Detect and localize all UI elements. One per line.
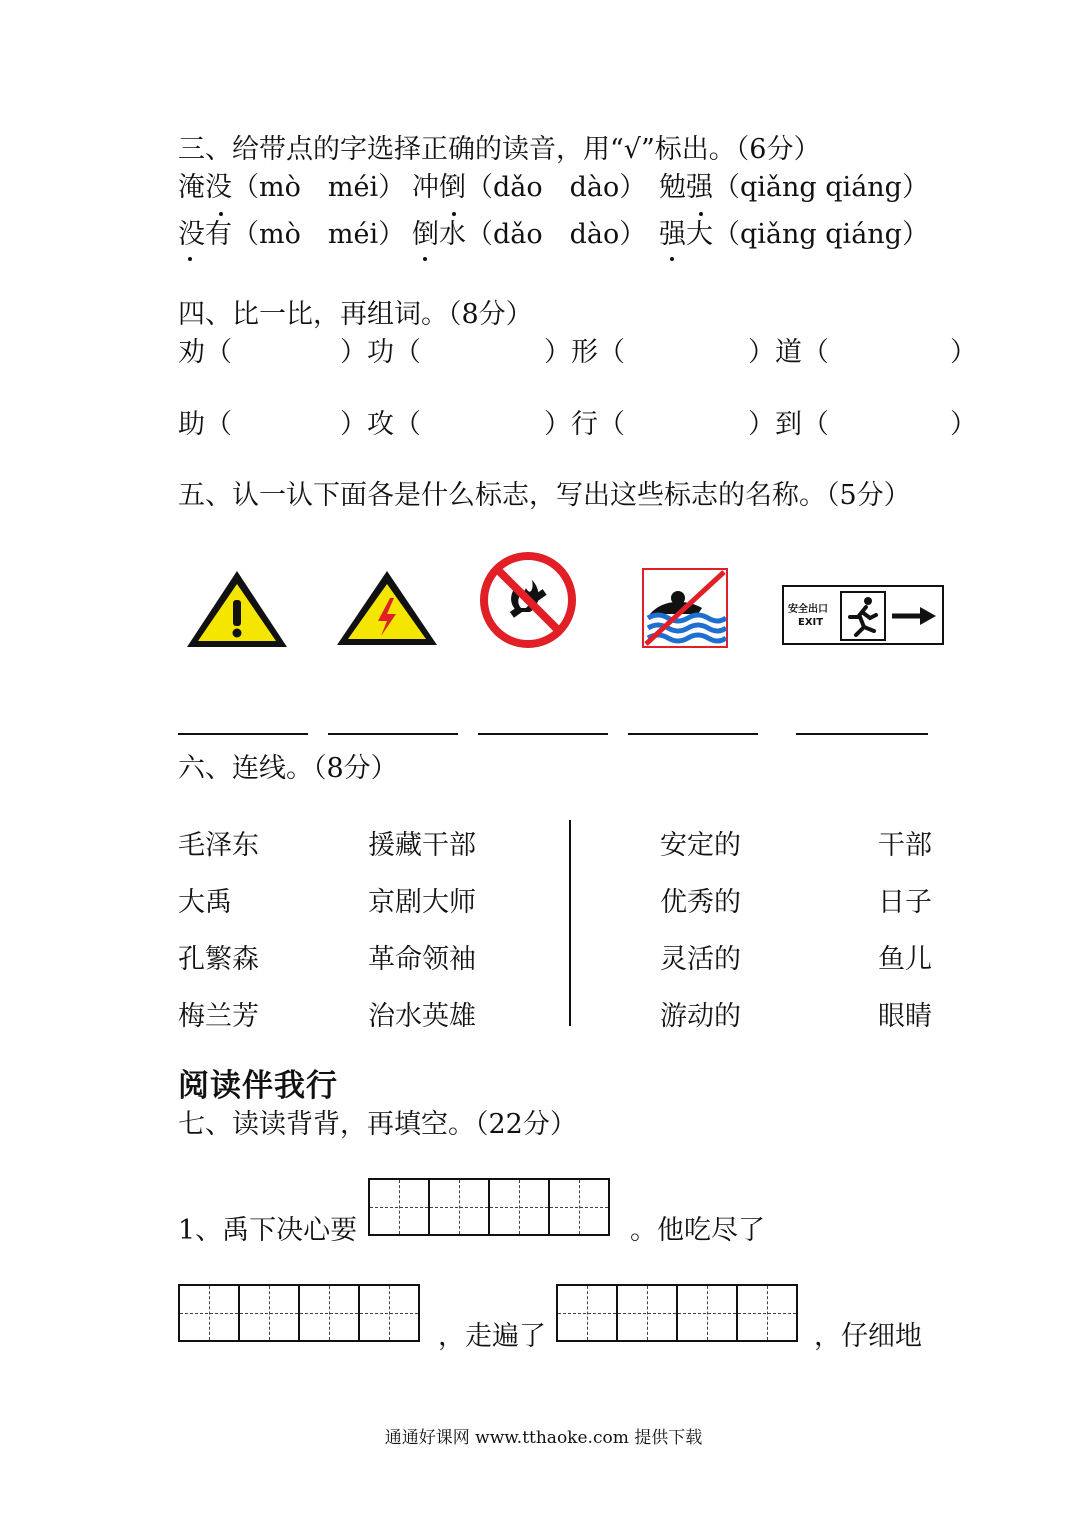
match-noun[interactable]: 眼睛 (878, 1001, 932, 1032)
char-box[interactable] (428, 1178, 490, 1236)
char-box[interactable] (358, 1284, 420, 1342)
arrow-right-icon (890, 605, 938, 627)
match-name[interactable]: 孔繁森 (178, 944, 259, 975)
pinyin-item (659, 171, 929, 205)
answer-blank[interactable] (628, 733, 758, 735)
pinyin-options[interactable]: （qiǎng qiáng） (713, 172, 929, 203)
no-fire-icon (478, 550, 578, 650)
section5-title: 五、认一认下面各是什么标志，写出这些标志的名称。（5分） (178, 480, 911, 511)
match-role[interactable]: 治水英雄 (368, 1001, 476, 1032)
match-name[interactable]: 梅兰芳 (178, 1001, 259, 1032)
divider (569, 820, 571, 1026)
word: 冲倒 (412, 172, 466, 203)
q1-after: 。他吃尽了 (630, 1215, 765, 1246)
emphasis-dot (423, 257, 427, 261)
pinyin-options[interactable]: （mò méi） (232, 219, 406, 250)
match-role[interactable]: 革命领袖 (368, 944, 476, 975)
match-name[interactable]: 毛泽东 (178, 830, 259, 861)
compare-word: ）到（ (748, 409, 829, 440)
word: 淹没 (178, 172, 232, 203)
char-box[interactable] (736, 1284, 798, 1342)
section3-title: 三、给带点的字选择正确的读音，用“√”标出。（6分） (178, 134, 821, 165)
fill-boxes[interactable] (368, 1178, 608, 1236)
q1-mid: ，走遍了 (438, 1321, 546, 1352)
fill-boxes[interactable] (178, 1284, 418, 1342)
pinyin-options[interactable]: （qiǎng qiáng） (713, 219, 929, 250)
emphasis-dot (219, 212, 223, 216)
compare-word: 助（ (178, 409, 232, 440)
match-adjective[interactable]: 灵活的 (660, 944, 741, 975)
compare-word: 劝（ (178, 337, 232, 368)
compare-word: ）攻（ (340, 409, 421, 440)
match-name[interactable]: 大禹 (178, 887, 232, 918)
match-noun[interactable]: 鱼儿 (878, 944, 932, 975)
char-box[interactable] (556, 1284, 618, 1342)
high-voltage-icon (334, 568, 440, 648)
answer-blank[interactable] (328, 733, 458, 735)
char-box[interactable] (178, 1284, 240, 1342)
reading-heading: 阅读伴我行 (178, 1068, 338, 1104)
warning-triangle-icon (184, 568, 290, 650)
running-man-icon (840, 591, 886, 641)
match-adjective[interactable]: 优秀的 (660, 887, 741, 918)
answer-blank[interactable] (478, 733, 608, 735)
pinyin-row-2 (178, 218, 405, 252)
compare-word: ） (950, 337, 977, 368)
match-role[interactable]: 京剧大师 (368, 887, 476, 918)
pinyin-options[interactable]: （mò méi） (232, 172, 406, 203)
char-box[interactable] (676, 1284, 738, 1342)
q1-start: 1、禹下决心要 (178, 1215, 358, 1246)
match-role[interactable]: 援藏干部 (368, 830, 476, 861)
pinyin-item (412, 171, 646, 205)
char-box[interactable] (368, 1178, 430, 1236)
section6-title: 六、连线。（8分） (178, 753, 398, 784)
answer-blank[interactable] (178, 733, 308, 735)
compare-word: ）功（ (340, 337, 421, 368)
emphasis-dot (188, 257, 192, 261)
no-swimming-icon (642, 568, 728, 648)
compare-word: ）行（ (544, 409, 625, 440)
compare-word: ） (950, 409, 977, 440)
compare-word: ）道（ (748, 337, 829, 368)
section7-title: 七、读读背背，再填空。（22分） (178, 1109, 577, 1140)
match-noun[interactable]: 日子 (878, 887, 932, 918)
word: 强大 (659, 219, 713, 250)
exit-text-en: EXIT (798, 617, 824, 628)
footer-text: 通通好课网 www.tthaoke.com 提供下载 (384, 1428, 703, 1448)
exit-sign-icon (782, 585, 944, 645)
char-box[interactable] (298, 1284, 360, 1342)
match-noun[interactable]: 干部 (878, 830, 932, 861)
section4-title: 四、比一比，再组词。（8分） (178, 299, 533, 330)
pinyin-item (412, 218, 646, 252)
pinyin-options[interactable]: （dǎo dào） (466, 219, 647, 250)
match-adjective[interactable]: 游动的 (660, 1001, 741, 1032)
answer-blank[interactable] (796, 733, 928, 735)
fill-boxes[interactable] (556, 1284, 796, 1342)
exit-text-cn: 安全出口 (788, 604, 828, 615)
q1-end: ，仔细地 (814, 1321, 922, 1352)
word: 倒水 (412, 219, 466, 250)
char-box[interactable] (488, 1178, 550, 1236)
word: 没有 (178, 219, 232, 250)
match-adjective[interactable]: 安定的 (660, 830, 741, 861)
pinyin-options[interactable]: （dǎo dào） (466, 172, 647, 203)
char-box[interactable] (238, 1284, 300, 1342)
char-box[interactable] (548, 1178, 610, 1236)
emphasis-dot (452, 212, 456, 216)
pinyin-row-1 (178, 171, 405, 205)
pinyin-item (659, 218, 929, 252)
char-box[interactable] (616, 1284, 678, 1342)
compare-word: ）形（ (544, 337, 625, 368)
word: 勉强 (659, 172, 713, 203)
emphasis-dot (670, 257, 674, 261)
emphasis-dot (699, 212, 703, 216)
